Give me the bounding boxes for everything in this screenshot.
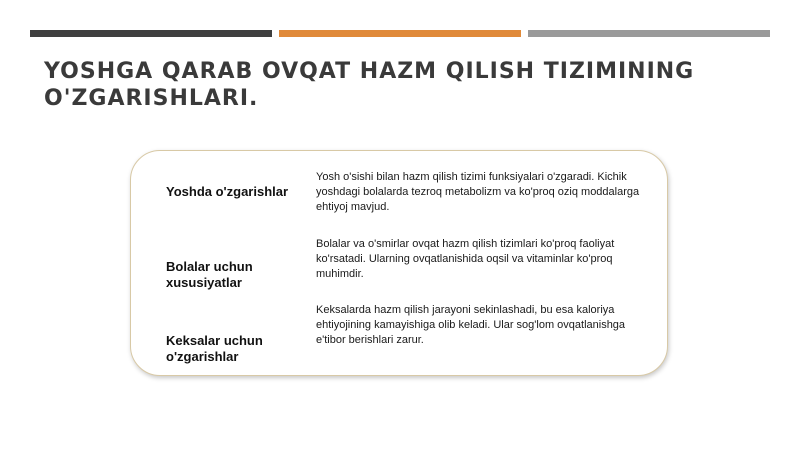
row-text-children: Bolalar va o'smirlar ovqat hazm qilish tizimlari ko'proq faoliyat ko'rsatadi. Ularning ovqatlanishida oqsil va vitaminlar ko'proq muhimdir. xyxy=(316,238,615,280)
accent-bar-orange xyxy=(279,30,521,37)
row-label-elderly: Keksalar uchun o'zgarishlar xyxy=(166,333,263,364)
accent-bar-gray xyxy=(528,30,770,37)
row-text-elderly: Keksalarda hazm qilish jarayoni sekinlashadi, bu esa kaloriya ehtiyojining kamayishiga olib keladi. Ular sog'lom ovqatlanishga e'tibor berishlari zarur. xyxy=(316,304,626,346)
row-text-age-changes: Yosh o'sishi bilan hazm qilish tizimi funksiyalari o'zgaradi. Kichik yoshdagi bolalarda tezroq metabolizm va ko'proq oziq moddalarga ehtiyoj mavjud. xyxy=(316,171,640,213)
row-label-age-changes: Yoshda o'zgarishlar xyxy=(166,184,289,199)
content-card xyxy=(130,150,668,376)
accent-bar-dark xyxy=(30,30,272,37)
row-label-children: Bolalar uchun xususiyatlar xyxy=(166,259,253,290)
slide-title: YOSHGA QARAB OVQAT HAZM QILISH TIZIMINING O'ZGARISHLARI. xyxy=(44,59,695,111)
